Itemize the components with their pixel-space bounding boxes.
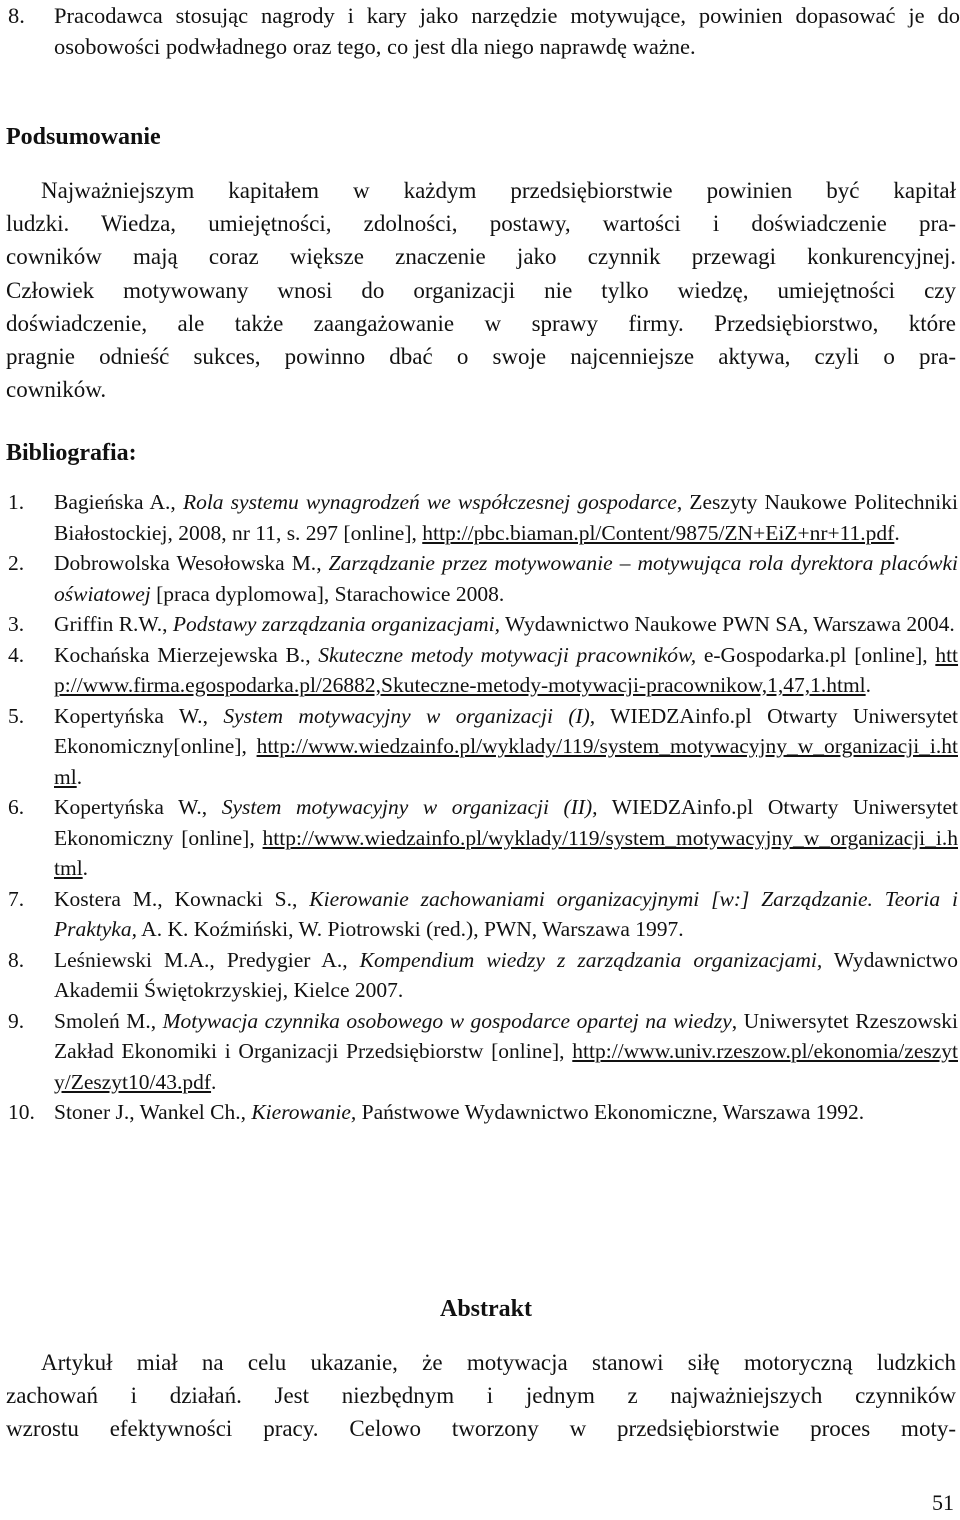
- bibliography-title: Motywacja czynnika osobowego w gospodarce opartej na wiedzy: [162, 1008, 732, 1033]
- bibliography-entry: [8, 548, 958, 609]
- bibliography-entry: [8, 701, 958, 793]
- bibliography-entry-number: 10.: [8, 1100, 35, 1124]
- bibliography-separator: ,: [150, 1008, 163, 1033]
- bibliography-link[interactable]: http://www.wiedzainfo.pl/wyklady/119/system_motywacyjny_w_organizacji_i.html: [54, 734, 958, 789]
- list-item-text: Pracodawca stosując nagrody i kary jako narzędzie motywujące, powinien dopasować je do osobowości podwładnego oraz tego, co jest dla niego naprawdę ważne.: [54, 3, 960, 59]
- abstract-line: wzrostu efektywności pracy. Celowo tworzony w przedsiębiorstwie proces moty-: [6, 1416, 956, 1442]
- bibliography-entry-text: [54, 1097, 958, 1128]
- bibliography-entry-text: [54, 792, 958, 884]
- bibliography-end: .: [76, 764, 83, 789]
- bibliography-publisher: A. K. Koźmiński, W. Piotrowski (red.), PWN, Warszawa 1997.: [136, 917, 684, 941]
- bibliography-author: Kostera M., Kownacki S.: [54, 886, 293, 911]
- bibliography-entry: [8, 792, 958, 884]
- bibliography-entry-text: [54, 548, 958, 609]
- bibliography-entry-text: [54, 884, 958, 945]
- section-heading-abstract: Abstrakt: [439, 1296, 532, 1322]
- summary-line: Najważniejszym kapitałem w każdym przedsiębiorstwie powinien być kapitał: [41, 178, 956, 203]
- bibliography-entry-number: 2.: [8, 551, 25, 575]
- bibliography-entry: [8, 487, 958, 548]
- bibliography-entry-number: 4.: [8, 642, 25, 667]
- bibliography-entry-number: 1.: [8, 490, 25, 514]
- bibliography-entry-number: 7.: [8, 886, 25, 911]
- bibliography-publisher: Państwowe Wydawnictwo Ekonomiczne, Warszawa 1992.: [356, 1100, 865, 1124]
- bibliography-author: Kopertyńska W.: [54, 703, 203, 728]
- bibliography-list: [8, 487, 958, 1128]
- bibliography-entry-number: 9.: [8, 1008, 25, 1033]
- bibliography-entry-number: 6.: [8, 795, 25, 819]
- bibliography-title: System motywacyjny w organizacji (II),: [221, 795, 598, 819]
- section-heading-bibliography: Bibliografia:: [6, 440, 137, 466]
- bibliography-entry: [8, 884, 958, 945]
- bibliography-title: Kompendium wiedzy z zarządzania organizacjami,: [359, 947, 823, 972]
- bibliography-separator: ,: [292, 886, 310, 911]
- bibliography-publisher: , Zeszyty Naukowe Politechniki Białostockiej, 2008, nr 11, s. 297 [online],: [54, 490, 958, 545]
- abstract-paragraph: [6, 1346, 956, 1446]
- bibliography-separator: ,: [201, 795, 222, 819]
- bibliography-separator: ,: [202, 703, 224, 728]
- bibliography-title: Kierowanie zachowaniami organizacyjnymi [w:] Zarządzanie. Teoria i Praktyka,: [54, 886, 958, 941]
- bibliography-publisher: Wydawnictwo Naukowe PWN SA, Warszawa 2004.: [499, 612, 955, 636]
- bibliography-separator: ,: [170, 490, 183, 514]
- abstract-line: zachowań i działań. Jest niezbędnym i jednym z najważniejszych czynników: [6, 1383, 956, 1409]
- bibliography-title: Skuteczne metody motywacji pracowników,: [318, 642, 697, 667]
- bibliography-end: .: [865, 673, 872, 697]
- bibliography-link[interactable]: http://www.firma.egospodarka.pl/26882,Skuteczne-metody-motywacji-pracownikow,1,47,1.html: [54, 642, 959, 697]
- bibliography-end: .: [82, 856, 89, 880]
- bibliography-publisher: WIEDZAinfo.pl Otwarty Uniwersytet Ekonomiczny[online],: [54, 703, 958, 758]
- bibliography-entry-number: 8.: [8, 947, 25, 972]
- bibliography-entry-text: [54, 1006, 958, 1098]
- list-item-8: [8, 0, 960, 62]
- bibliography-author: Smoleń M.: [54, 1008, 151, 1033]
- bibliography-title: Podstawy zarządzania organizacjami,: [172, 612, 500, 636]
- bibliography-title: System motywacyjny w organizacji (I),: [223, 703, 596, 728]
- bibliography-publisher: , Uniwersytet Rzeszowski Zakład Ekonomiki i Organizacji Przedsiębiorstw [online],: [54, 1008, 958, 1063]
- bibliography-entry-text: [54, 701, 958, 793]
- bibliography-entry-number: 5.: [8, 703, 25, 728]
- bibliography-link[interactable]: http://pbc.biaman.pl/Content/9875/ZN+EiZ+nr+11.pdf: [422, 520, 895, 545]
- bibliography-entry: [8, 945, 958, 1006]
- list-item-number: 8.: [8, 3, 25, 28]
- page-number: 51: [932, 1490, 954, 1515]
- bibliography-separator: ,: [342, 947, 360, 972]
- summary-line: Człowiek motywowany wnosi do organizacji nie tylko wiedzę, umiejętności czy: [6, 277, 956, 303]
- bibliography-author: Kochańska Mierzejewska B.: [54, 642, 306, 667]
- bibliography-entry-text: [54, 487, 958, 548]
- summary-line: cowników mają coraz większe znaczenie jako czynnik przewagi konkurencyjnej.: [6, 244, 956, 270]
- section-heading-summary: Podsumowanie: [6, 124, 161, 150]
- summary-line: ludzki. Wiedza, umiejętności, zdolności, postawy, wartości i doświadczenie pra-: [6, 211, 956, 237]
- bibliography-entry-text: [54, 609, 958, 640]
- bibliography-separator: ,: [316, 551, 329, 575]
- bibliography-entry-text: [54, 945, 958, 1006]
- bibliography-author: Kopertyńska W.: [54, 795, 202, 819]
- bibliography-author: Bagieńska A.: [54, 490, 171, 514]
- bibliography-author: Stoner J., Wankel Ch.: [54, 1100, 241, 1124]
- bibliography-entry-text: [54, 640, 958, 701]
- summary-paragraph: [6, 174, 956, 406]
- bibliography-author: Griffin R.W.: [54, 612, 163, 636]
- bibliography-separator: ,: [240, 1100, 252, 1124]
- bibliography-publisher: [praca dyplomowa], Starachowice 2008.: [150, 581, 505, 606]
- summary-line: cowników.: [6, 377, 107, 403]
- bibliography-link[interactable]: http://www.wiedzainfo.pl/wyklady/119/system_motywacyjny_w_organizacji_i.html: [54, 825, 958, 880]
- bibliography-end: .: [211, 1069, 217, 1094]
- bibliography-entry: [8, 1006, 958, 1098]
- bibliography-entry: [8, 609, 958, 640]
- abstract-line: Artykuł miał na celu ukazanie, że motywacja stanowi siłę motoryczną ludzkich: [41, 1350, 956, 1375]
- bibliography-publisher: WIEDZAinfo.pl Otwarty Uniwersytet Ekonomiczny [online],: [54, 795, 958, 850]
- bibliography-separator: ,: [305, 642, 319, 667]
- bibliography-end: .: [894, 520, 900, 545]
- bibliography-author: Dobrowolska Wesołowska M.: [54, 551, 317, 575]
- bibliography-title: Kierowanie,: [251, 1100, 357, 1124]
- summary-line: doświadczenie, ale także zaangażowanie w sprawy firmy. Przedsiębiorstwo, które: [6, 310, 956, 336]
- bibliography-author: Leśniewski M.A., Predygier A.: [54, 947, 343, 972]
- summary-line: pragnie odnieść sukces, powinno dbać o swoje najcenniejsze aktywa, czyli o pra-: [6, 344, 956, 370]
- bibliography-separator: ,: [162, 612, 173, 636]
- bibliography-entry-number: 3.: [8, 612, 25, 636]
- bibliography-title: Zarządzanie przez motywowanie – motywująca rola dyrektora placówki oświatowej: [54, 551, 958, 606]
- bibliography-entry: [8, 1097, 958, 1128]
- bibliography-link[interactable]: http://www.univ.rzeszow.pl/ekonomia/zeszyty/Zeszyt10/43.pdf: [54, 1039, 958, 1094]
- bibliography-title: Rola systemu wynagrodzeń we współczesnej gospodarce: [182, 490, 677, 514]
- bibliography-publisher: Wydawnictwo Akademii Świętokrzyskiej, Kielce 2007.: [54, 947, 959, 1002]
- bibliography-publisher: e-Gospodarka.pl [online],: [696, 642, 936, 667]
- bibliography-entry: [8, 640, 958, 701]
